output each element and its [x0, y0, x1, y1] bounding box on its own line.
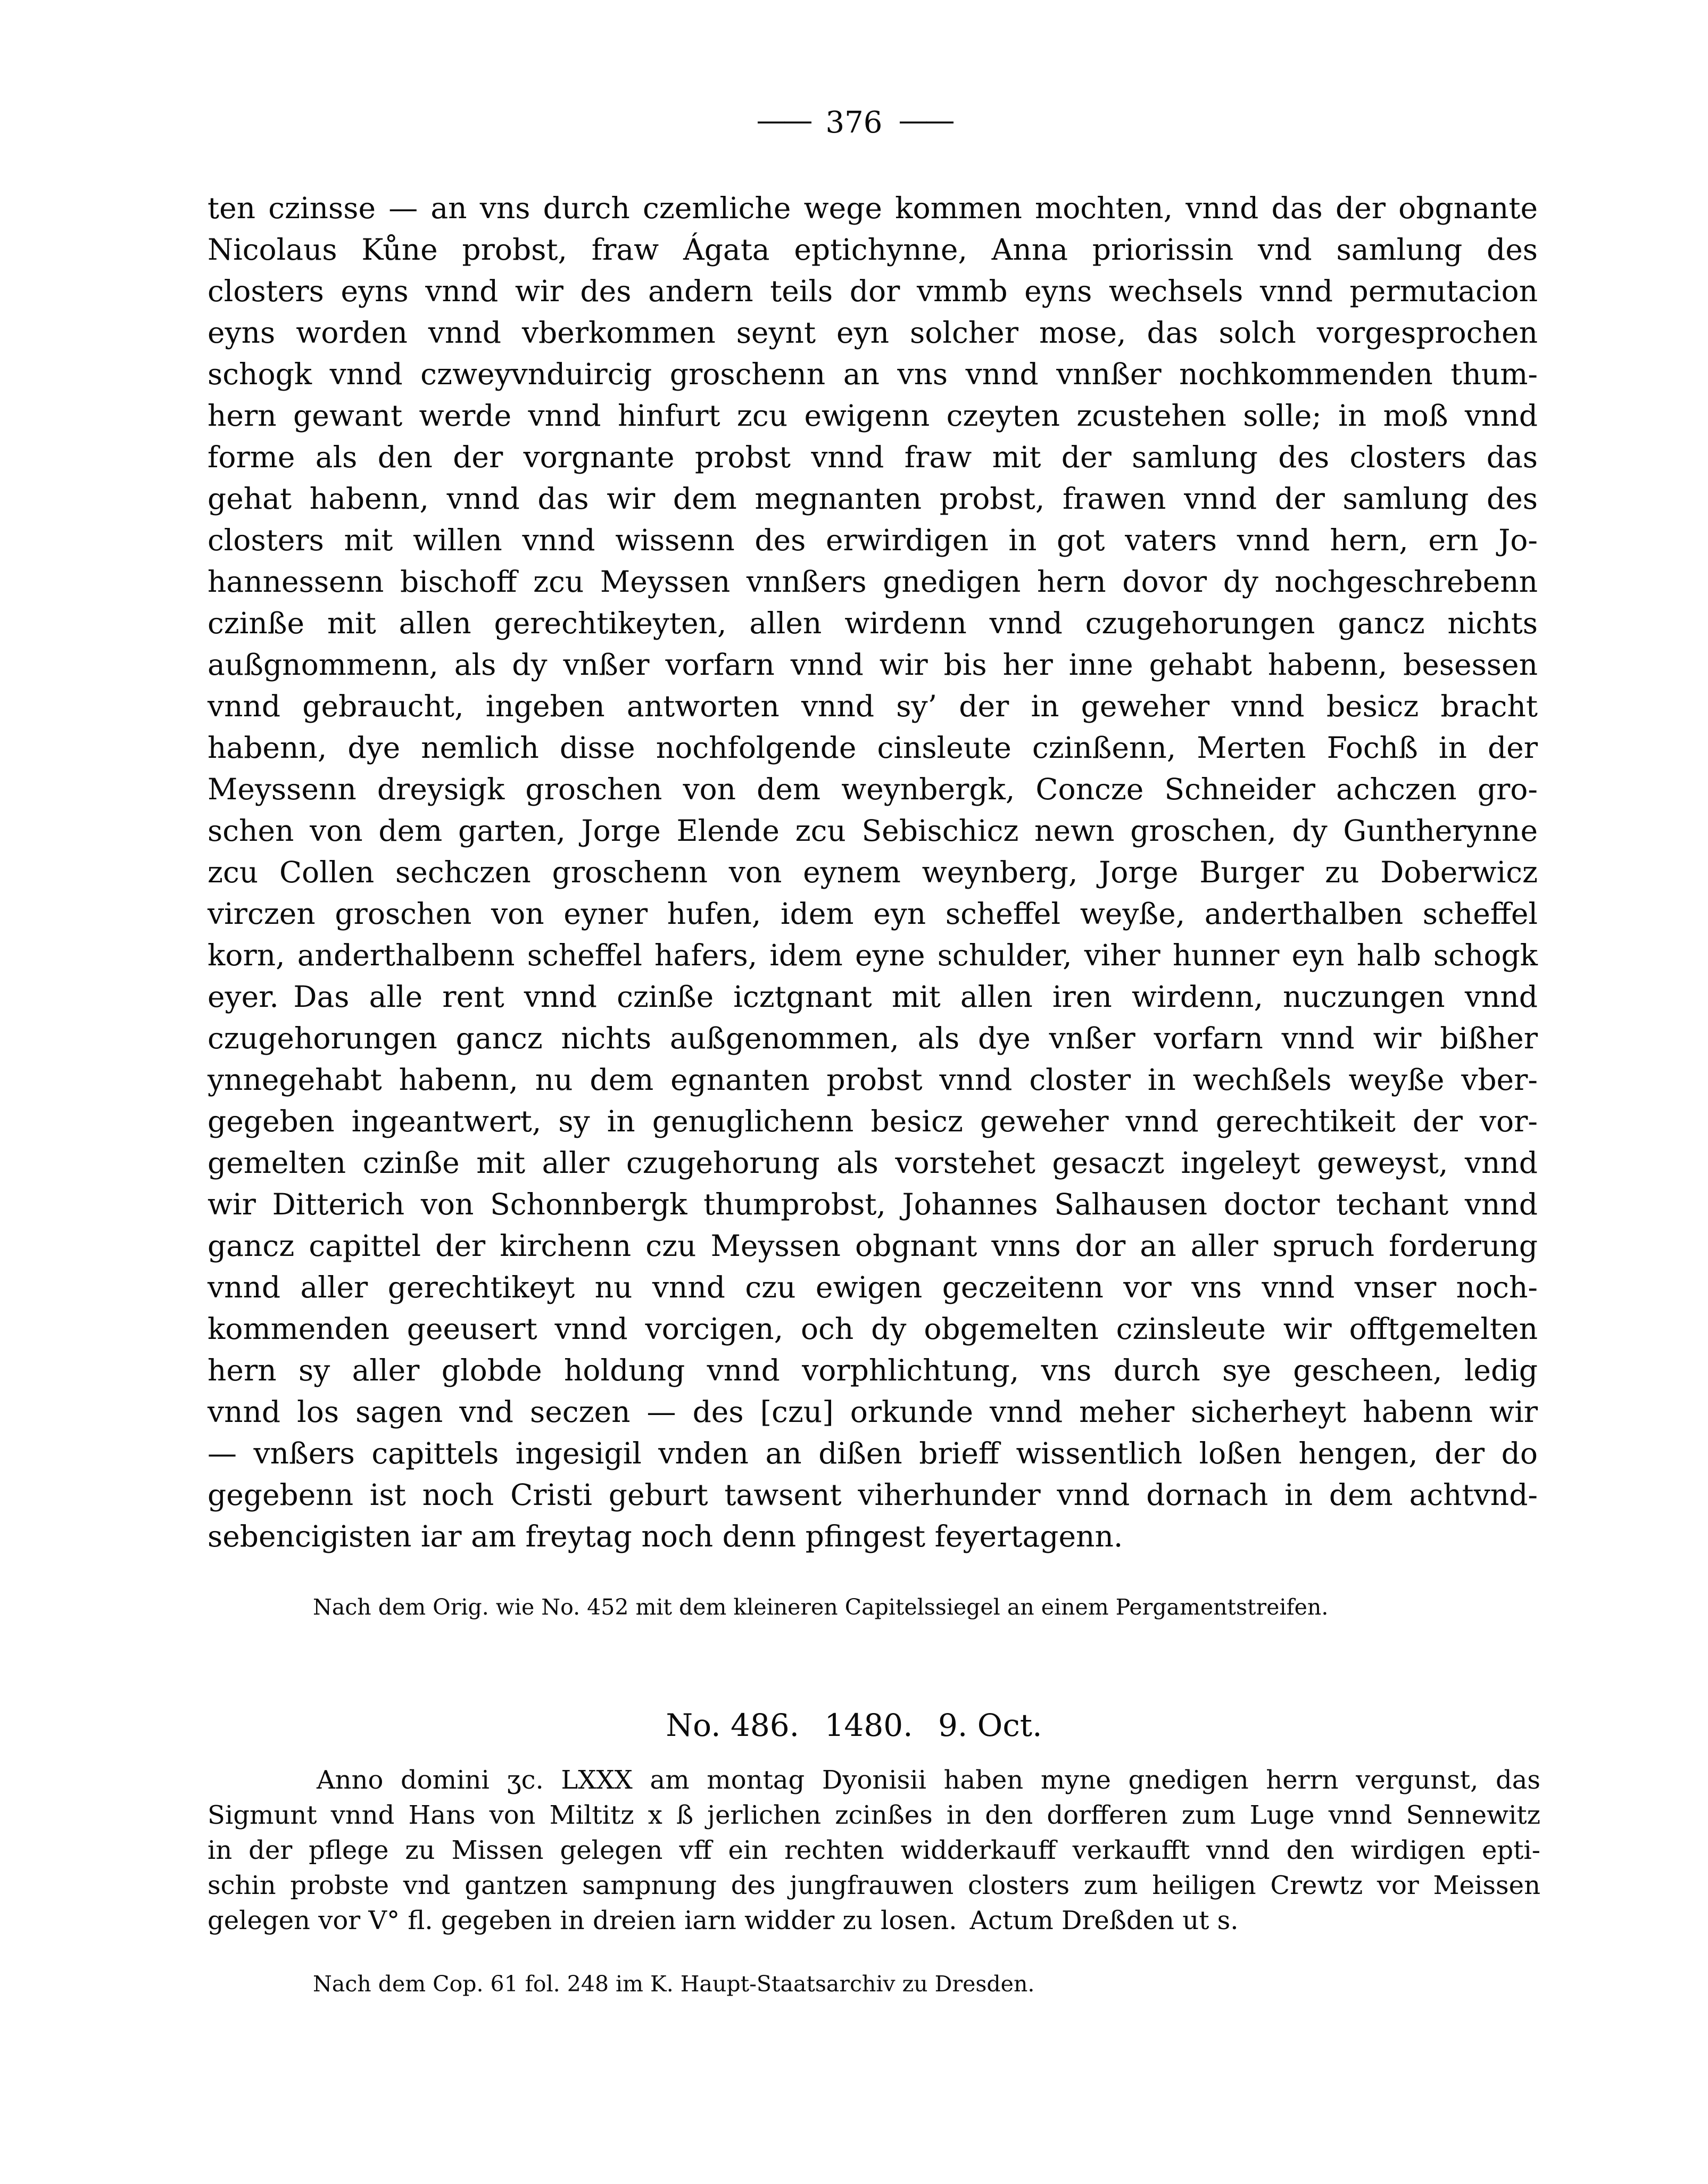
entry-486-body-text — [208, 1763, 1540, 1938]
text-line: schogk vnnd czweyvnduircig groschenn an vns vnnd vnnßer nochkommenden thum- — [208, 357, 1538, 391]
text-line: schen von dem garten, Jorge Elende zcu Sebischicz newn groschen, dy Guntherynne — [208, 814, 1538, 848]
text-line: eyns worden vnnd vberkommen seynt eyn solcher mose, das solch vorgesprochen — [208, 316, 1538, 350]
text-line: Nicolaus Kůne probst, fraw Ágata eptichynne, Anna priorissin vnd samlung des — [208, 233, 1538, 267]
text-line: vnnd aller gerechtikeyt nu vnnd czu ewigen geczeitenn vor vns vnnd vnser noch- — [208, 1270, 1538, 1304]
text-line: kommenden geeusert vnnd vorcigen, och dy obgemelten czinsleute wir offtgemelten — [208, 1312, 1538, 1346]
text-line: korn, anderthalbenn scheffel hafers, idem eyne schulder, viher hunner eyn halb schogk — [208, 938, 1538, 972]
text-line: gehat habenn, vnnd das wir dem megnanten probst, frawen vnnd der samlung des — [208, 482, 1538, 516]
text-line: außgnommenn, als dy vnßer vorfarn vnnd wir bis her inne gehabt habenn, besessen — [208, 648, 1538, 682]
text-line: hannessenn bischoff zcu Meyssen vnnßers gnedigen hern dovor dy nochgeschrebenn — [208, 565, 1538, 599]
text-line: gegebenn ist noch Cristi geburt tawsent viherhunder vnnd dornach in dem achtvnd- — [208, 1478, 1538, 1512]
page-number-dash-left: —— — [756, 103, 810, 138]
page-header — [0, 104, 1708, 142]
text-line: sebencigisten iar am freytag noch denn pfingest feyertagenn. — [208, 1519, 1123, 1553]
text-line: gelegen vor V° fl. gegeben in dreien iarn widder zu losen. Actum Dreßden ut s. — [208, 1906, 1239, 1935]
text-line: vnnd los sagen vnd seczen — des [czu] orkunde vnnd meher sicherheyt habenn wir — [208, 1395, 1538, 1429]
text-line: ten czinsse — an vns durch czemliche wege kommen mochten, vnnd das der obgnante — [208, 191, 1538, 225]
text-line: czinße mit allen gerechtikeyten, allen wirdenn vnnd czugehorungen gancz nichts — [208, 606, 1538, 640]
text-line: schin probste vnd gantzen sampnung des jungfrauwen closters zum heiligen Crewtz vor Meissen — [208, 1871, 1540, 1900]
text-line: czugehorungen gancz nichts außgenommen, als dye vnßer vorfarn vnnd wir bißher — [208, 1021, 1538, 1055]
text-line: forme als den der vorgnante probst vnnd fraw mit der samlung des closters das — [208, 440, 1538, 474]
page-number: 376 — [825, 105, 883, 140]
text-line: hern sy aller globde holdung vnnd vorphlichtung, vns durch sye gescheen, ledig — [208, 1353, 1538, 1387]
text-line: — vnßers capittels ingesigil vnden an dißen brieff wissentlich loßen hengen, der do — [208, 1436, 1538, 1470]
text-line: vnnd gebraucht, ingeben antworten vnnd sy’ der in geweher vnnd besicz bracht — [208, 689, 1538, 723]
text-line: Meyssenn dreysigk groschen von dem weynbergk, Concze Schneider achczen gro- — [208, 772, 1538, 806]
entry-485-source-note: Nach dem Orig. wie No. 452 mit dem kleineren Capitelssiegel an einem Pergamentstreifen. — [313, 1594, 1329, 1620]
entry-485-body-text — [208, 187, 1538, 1557]
text-line: hern gewant werde vnnd hinfurt zcu ewigenn czeyten zcustehen solle; in moß vnnd — [208, 399, 1538, 433]
text-line: wir Ditterich von Schonnbergk thumprobst, Johannes Salhausen doctor techant vnnd — [208, 1187, 1538, 1221]
text-line: ynnegehabt habenn, nu dem egnanten probst vnnd closter in wechßels weyße vber- — [208, 1063, 1538, 1097]
text-line: zcu Collen sechczen groschenn von eynem weynberg, Jorge Burger zu Doberwicz — [208, 855, 1538, 889]
text-line: gegeben ingeantwert, sy in genuglichenn besicz geweher vnnd gerechtikeit der vor- — [208, 1104, 1538, 1138]
text-line: in der pflege zu Missen gelegen vff ein rechten widderkauff verkaufft vnnd den wirdigen epti- — [208, 1835, 1540, 1865]
text-line: eyer. Das alle rent vnnd czinße icztgnant mit allen iren wirdenn, nuczungen vnnd — [208, 980, 1538, 1014]
text-line: closters mit willen vnnd wissenn des erwirdigen in got vaters vnnd hern, ern Jo- — [208, 523, 1538, 557]
entry-486-source-note: Nach dem Cop. 61 fol. 248 im K. Haupt-Staatsarchiv zu Dresden. — [313, 1971, 1035, 1997]
text-line: gancz capittel der kirchenn czu Meyssen obgnant vnns dor an aller spruch forderung — [208, 1229, 1538, 1263]
page-number-dash-right: —— — [898, 103, 952, 138]
text-line: habenn, dye nemlich disse nochfolgende cinsleute czinßenn, Merten Fochß in der — [208, 731, 1538, 765]
entry-486-heading: No. 486. 1480. 9. Oct. — [666, 1707, 1042, 1743]
text-line: Anno domini ʒc. LXXX am montag Dyonisii haben myne gnedigen herrn vergunst, das — [317, 1765, 1540, 1795]
text-line: gemelten czinße mit aller czugehorung als vorstehet gesaczt ingeleyt geweyst, vnnd — [208, 1146, 1538, 1180]
text-line: Sigmunt vnnd Hans von Miltitz x ß jerlichen zcinßes in den dorfferen zum Luge vnnd Sennewitz — [208, 1800, 1540, 1830]
text-line: virczen groschen von eyner hufen, idem eyn scheffel weyße, anderthalben scheffel — [208, 897, 1538, 931]
text-line: closters eyns vnnd wir des andern teils dor vmmb eyns wechsels vnnd permutacion — [208, 274, 1538, 308]
